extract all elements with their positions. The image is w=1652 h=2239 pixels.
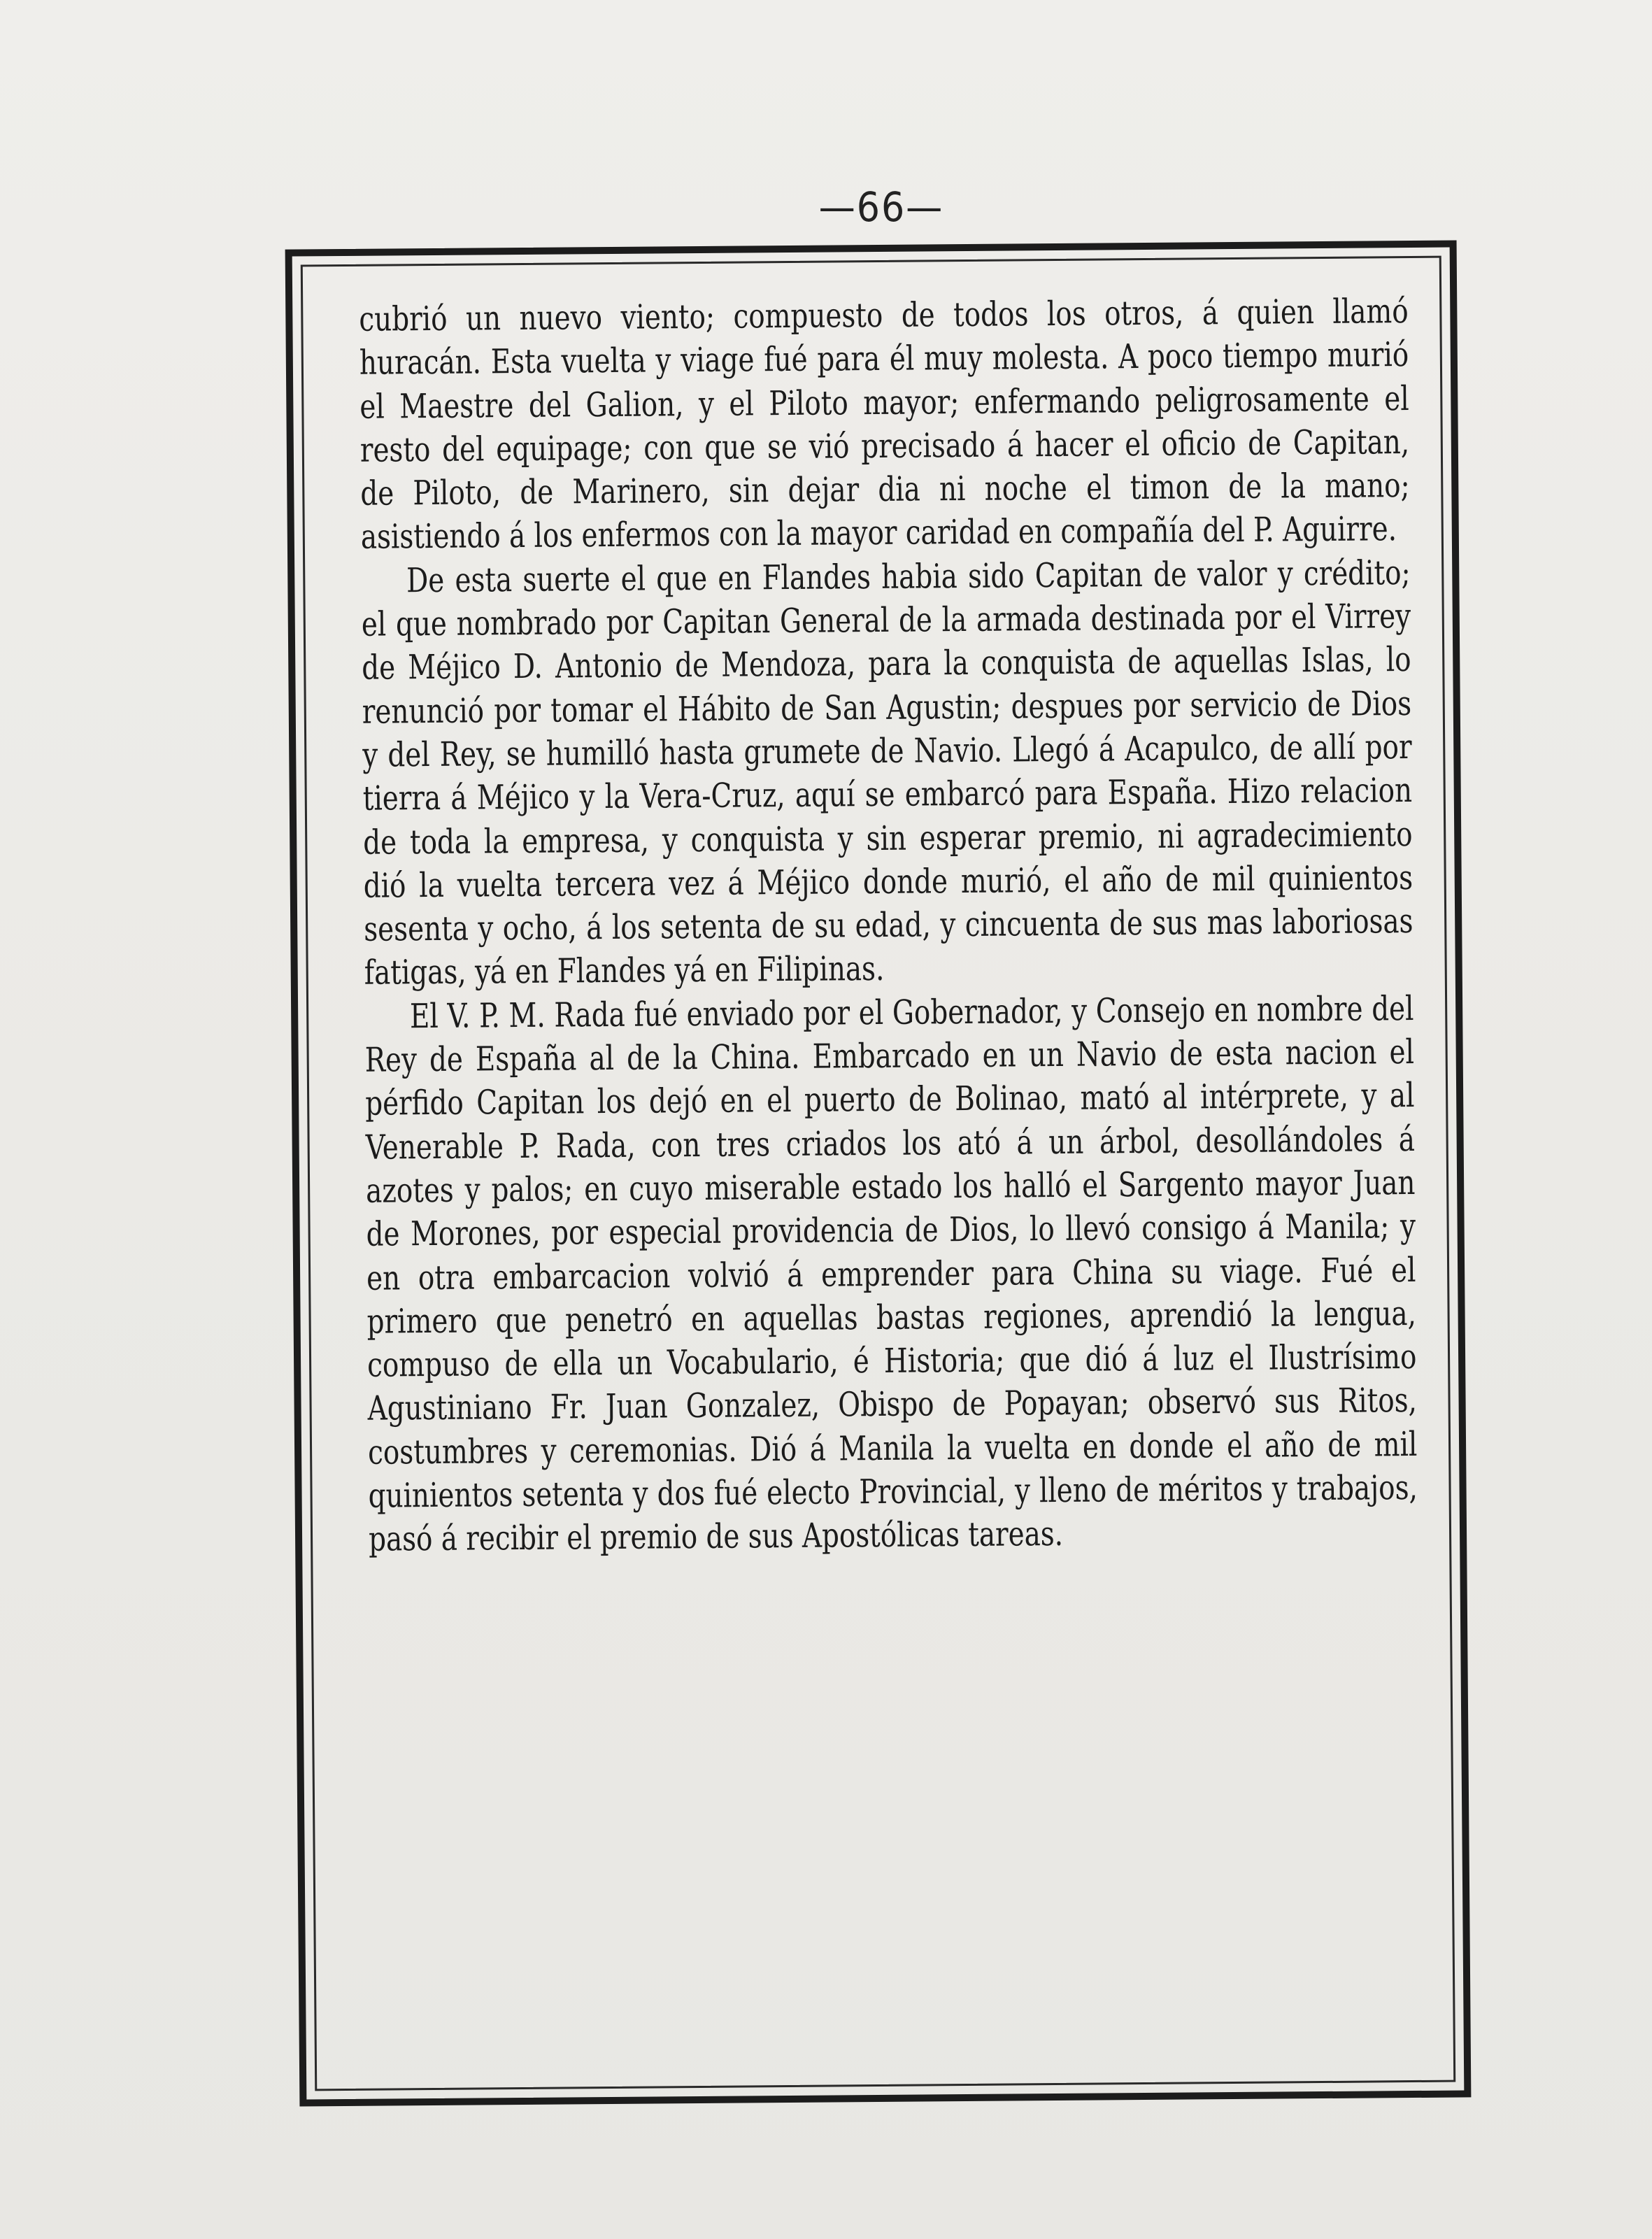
paragraph-2: De esta suerte el que en Flandes habia sido Capitan de valor y crédito; el que nombrado por Capitan General de la armada destinada por el Virrey de Méjico D. Antonio de Mendoza, para la conquista de aquellas Islas, lo renunció por tomar el Hábito de San Agustin; despues por servicio de Dios y del Rey, se humilló hasta grumete de Navio. Llegó á Acapulco, de allí por tierra á Méjico y la Vera-Cruz, aquí se embarcó para España. Hizo relacion de toda la empresa, y conquista y sin esperar premio, ni agradecimiento dió la vuelta tercera vez á Méjico donde murió, el año de mil quinientos sesenta y ocho, á los setenta de su edad, y cincuenta de sus mas laboriosas fatigas, yá en Flandes yá en Filipinas. [361, 553, 1414, 993]
paragraph-3: El V. P. M. Rada fué enviado por el Gobernador, y Consejo en nombre del Rey de España al de la China. Embarcado en un Navio de esta nacion el pérfido Capitan los dejó en el puerto de Bolinao, mató al intérprete, y al Venerable P. Rada, con tres criados los ató á un árbol, desollándoles á azotes y palos; en cuyo miserable estado los halló el Sargento mayor Juan de Morones, por especial providencia de Dios, lo llevó consigo á Manila; y en otra embarcacion volvió á emprender para China su viage. Fué el primero que penetró en aquellas bastas regiones, aprendió la lengua, compuso de ella un Vocabulario, é Historia; que dió á luz el Ilustrísimo Agustiniano Fr. Juan Gonzalez, Obispo de Popayan; observó sus Ritos, costumbres y ceremonias. Dió á Manila la vuelta en donde el año de mil quinientos setenta y dos fué electo Provincial, y lleno de méritos y trabajos, pasó á recibir el premio de sus Apostólicas tareas. [364, 988, 1418, 1560]
page-number: —66— [818, 183, 944, 231]
text-frame [285, 240, 1472, 2106]
paragraph-1: cubrió un nuevo viento; compuesto de todos los otros, á quien llamó huracán. Esta vuelta y viage fué para él muy molesta. A poco tiempo murió el Maestre del Galion, y el Piloto mayor; enfermando peligrosamente el resto del equipage; con que se vió precisado á hacer el oficio de Capitan, de Piloto, de Marinero, sin dejar dia ni noche el timon de la mano; asistiendo á los enfermos con la mayor caridad en compañía del P. Aguirre. [359, 292, 1410, 557]
body-text [359, 290, 1418, 1561]
